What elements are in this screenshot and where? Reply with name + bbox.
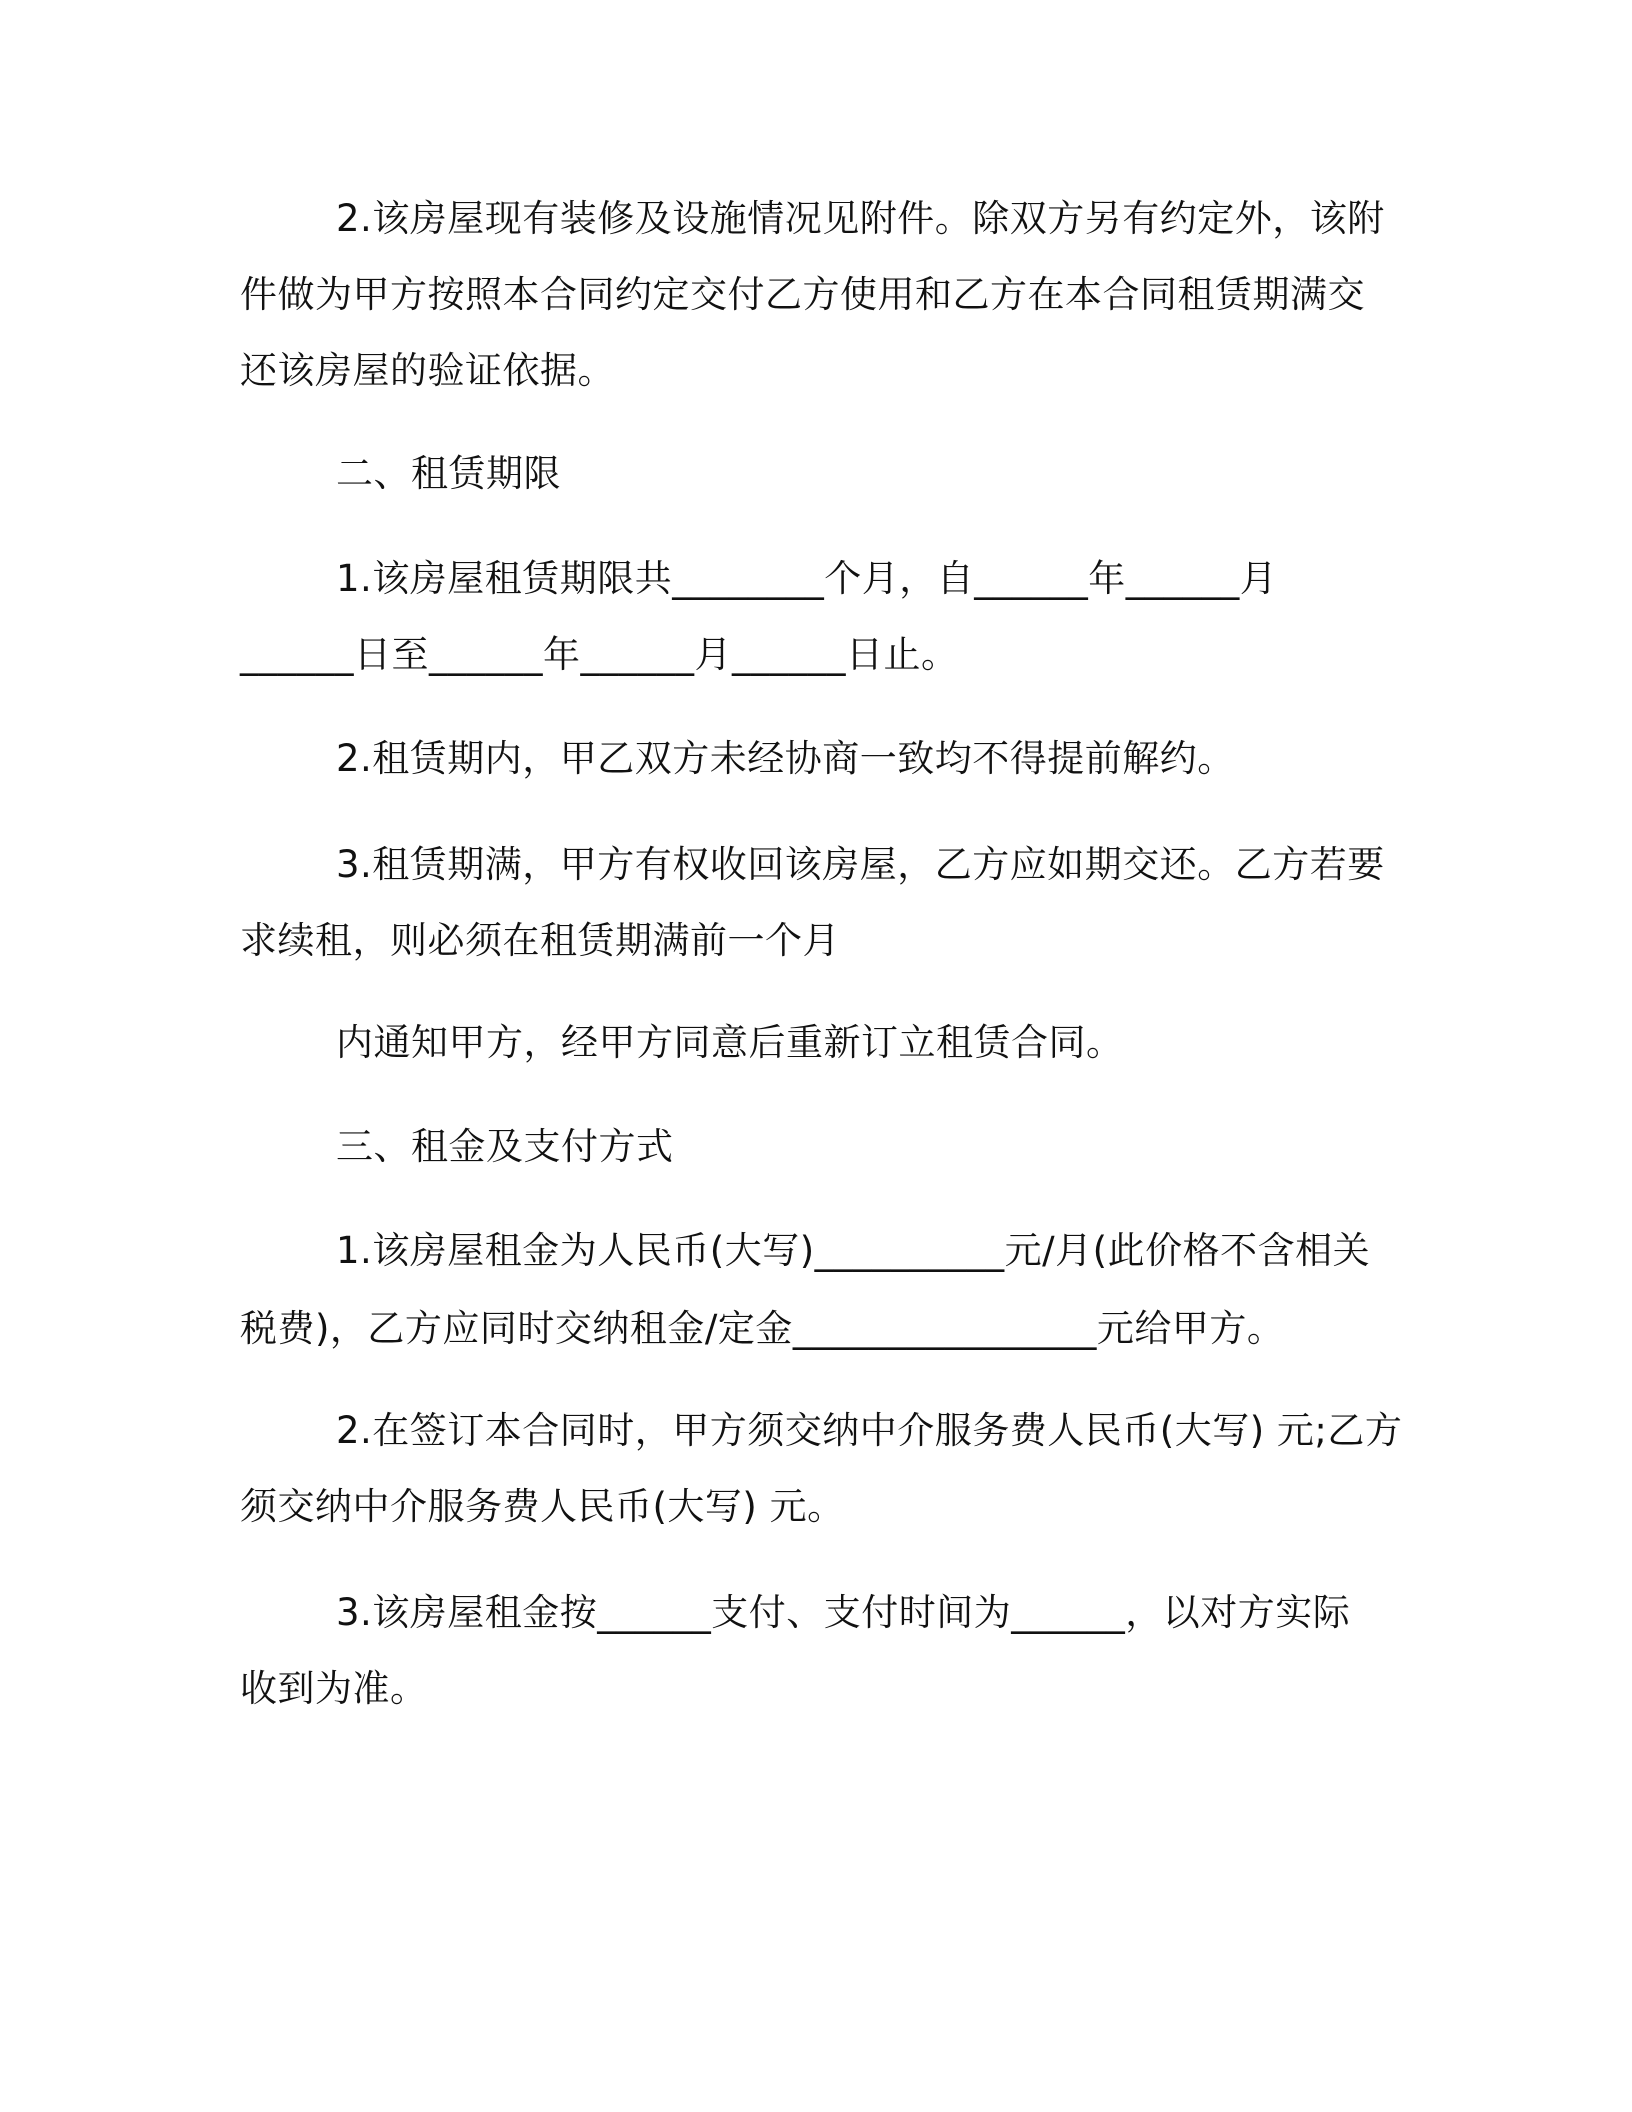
paragraph-line: 1.该房屋租赁期限共________个月，自______年______月	[336, 557, 1278, 600]
paragraph-line: 1.该房屋租金为人民币(大写)__________元/月(此价格不含相关	[336, 1229, 1371, 1272]
paragraph-line: 件做为甲方按照本合同约定交付乙方使用和乙方在本合同租赁期满交	[240, 273, 1365, 316]
paragraph-line: 还该房屋的验证依据。	[240, 349, 615, 392]
paragraph-line: 2.该房屋现有装修及设施情况见附件。除双方另有约定外，该附	[336, 197, 1385, 240]
paragraph-line: 税费)，乙方应同时交纳租金/定金________________元给甲方。	[240, 1307, 1285, 1350]
section-heading: 二、租赁期限	[336, 452, 561, 495]
paragraph-line: 内通知甲方，经甲方同意后重新订立租赁合同。	[336, 1021, 1124, 1064]
section-heading: 三、租金及支付方式	[336, 1125, 674, 1168]
paragraph-line: 求续租，则必须在租赁期满前一个月	[240, 919, 840, 962]
paragraph-line: ______日至______年______月______日止。	[240, 633, 959, 676]
paragraph-line: 2.在签订本合同时，甲方须交纳中介服务费人民币(大写) 元;乙方	[336, 1409, 1403, 1452]
paragraph-line: 收到为准。	[240, 1667, 428, 1710]
paragraph-line: 2.租赁期内，甲乙双方未经协商一致均不得提前解约。	[336, 737, 1235, 780]
paragraph-line: 3.租赁期满，甲方有权收回该房屋，乙方应如期交还。乙方若要	[336, 843, 1385, 886]
paragraph-line: 须交纳中介服务费人民币(大写) 元。	[240, 1485, 845, 1528]
paragraph-line: 3.该房屋租金按______支付、支付时间为______，以对方实际	[336, 1591, 1351, 1634]
